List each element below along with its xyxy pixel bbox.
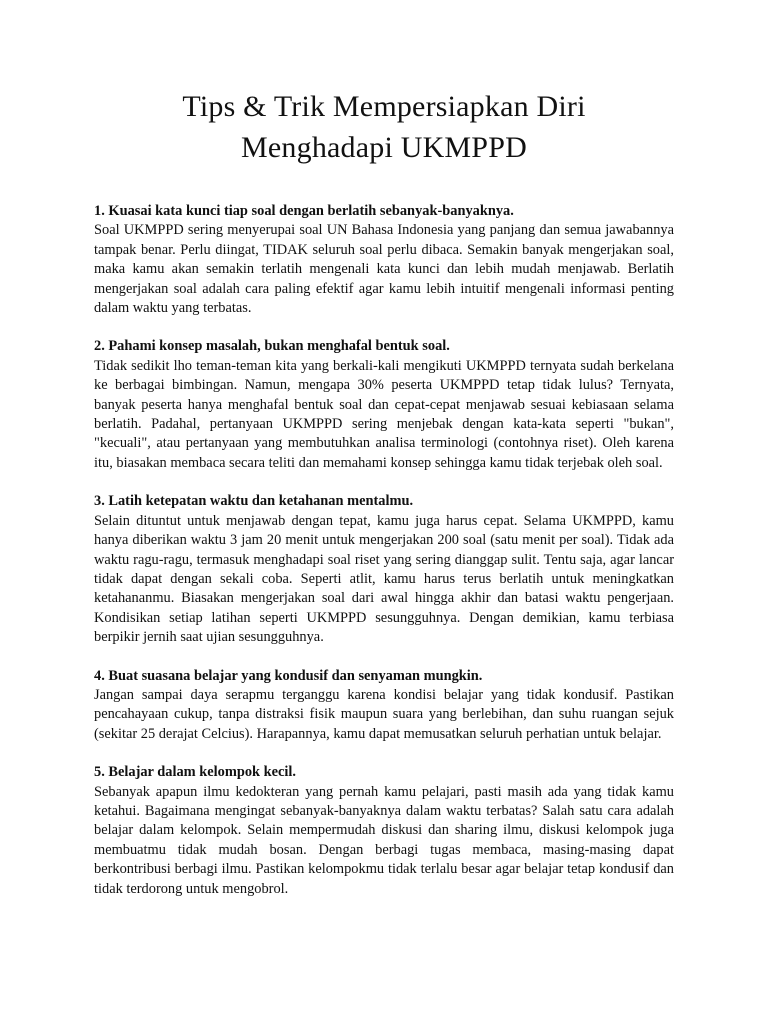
document-page	[94, 86, 674, 918]
section-3	[94, 492, 674, 647]
section-body: Sebanyak apapun ilmu kedokteran yang pernah kamu pelajari, pasti masih ada yang tidak kamu ketahui. Bagaimana mengingat sebanyak-banyaknya dalam waktu terbatas? Salah satu cara adalah belajar dalam kelompok. Selain mempermudah diskusi dan sharing ilmu, diskusi kelompok juga membuatmu tidak mudah bosan. Dengan berbagi tugas membaca, masing-masing dapat berkontribusi berbagi ilmu. Pastikan kelompokmu tidak terlalu besar agar belajar tetap kondusif dan tidak terdorong untuk mengobrol.	[94, 783, 674, 897]
section-5	[94, 763, 674, 899]
section-body: Jangan sampai daya serapmu terganggu karena kondisi belajar yang tidak kondusif. Pastikan pencahayaan cukup, tanpa distraksi fisik maupun suara yang berlebihan, dan suhu ruangan sejuk (sekitar 25 derajat Celcius). Harapannya, kamu dapat memusatkan seluruh perhatian untuk belajar.	[94, 686, 674, 742]
title-line-1: Tips & Trik Mempersiapkan Diri	[182, 90, 586, 123]
section-body: Selain dituntut untuk menjawab dengan tepat, kamu juga harus cepat. Selama UKMPPD, kamu hanya diberikan waktu 3 jam 20 menit untuk mengerjakan 200 soal (satu menit per soal). Tidak ada waktu ragu-ragu, termasuk menghadapi soal riset yang sering dianggap sulit. Tentu saja, agar lancar tidak dapat dengan sekali coba. Seperti atlit, kamu harus terus berlatih untuk meningkatkan ketahananmu. Biasakan mengerjakan soal dari awal hingga akhir dan batasi waktu pengerjaan. Kondisikan setiap latihan seperti UKMPPD sesungguhnya. Dengan demikian, kamu terbiasa berpikir jernih saat ujian sesungguhnya.	[94, 512, 674, 646]
title-line-2: Menghadapi UKMPPD	[241, 131, 527, 164]
section-heading: 2. Pahami konsep masalah, bukan menghafal bentuk soal.	[94, 338, 450, 355]
section-heading: 5. Belajar dalam kelompok kecil.	[94, 764, 297, 781]
section-4	[94, 667, 674, 745]
section-body: Soal UKMPPD sering menyerupai soal UN Bahasa Indonesia yang panjang dan semua jawabannya tampak benar. Perlu diingat, TIDAK seluruh soal perlu dibaca. Semakin banyak mengerjakan soal, maka kamu akan semakin terlatih mengenali kata kunci dan lebih mudah menjawab. Berlatih mengerjakan soal adalah cara paling efektif agar kamu lebih intuitif mengenali informasi penting dalam waktu yang terbatas.	[94, 222, 674, 317]
document-title	[94, 86, 674, 168]
section-2	[94, 337, 674, 473]
section-body: Tidak sedikit lho teman-teman kita yang berkali-kali mengikuti UKMPPD ternyata sudah berkelana ke berbagai bimbingan. Namun, mengapa 30% peserta UKMPPD tetap tidak lulus? Ternyata, banyak peserta hanya menghafal bentuk soal dan cepat-cepat menjawab sesuai kebiasaan selama berlatih. Padahal, pertanyaan UKMPPD sering menjebak dengan kata-kata seperti "bukan", "kecuali", atau pertanyaan yang membutuhkan analisa terminologi (contohnya riset). Oleh karena itu, biasakan membaca secara teliti dan memahami konsep sehingga kamu tidak terjebak oleh soal.	[94, 357, 674, 471]
section-heading: 4. Buat suasana belajar yang kondusif dan senyaman mungkin.	[94, 667, 483, 684]
section-1	[94, 202, 674, 318]
section-heading: 1. Kuasai kata kunci tiap soal dengan berlatih sebanyak-banyaknya.	[94, 203, 514, 219]
section-heading: 3. Latih ketepatan waktu dan ketahanan mentalmu.	[94, 493, 414, 510]
